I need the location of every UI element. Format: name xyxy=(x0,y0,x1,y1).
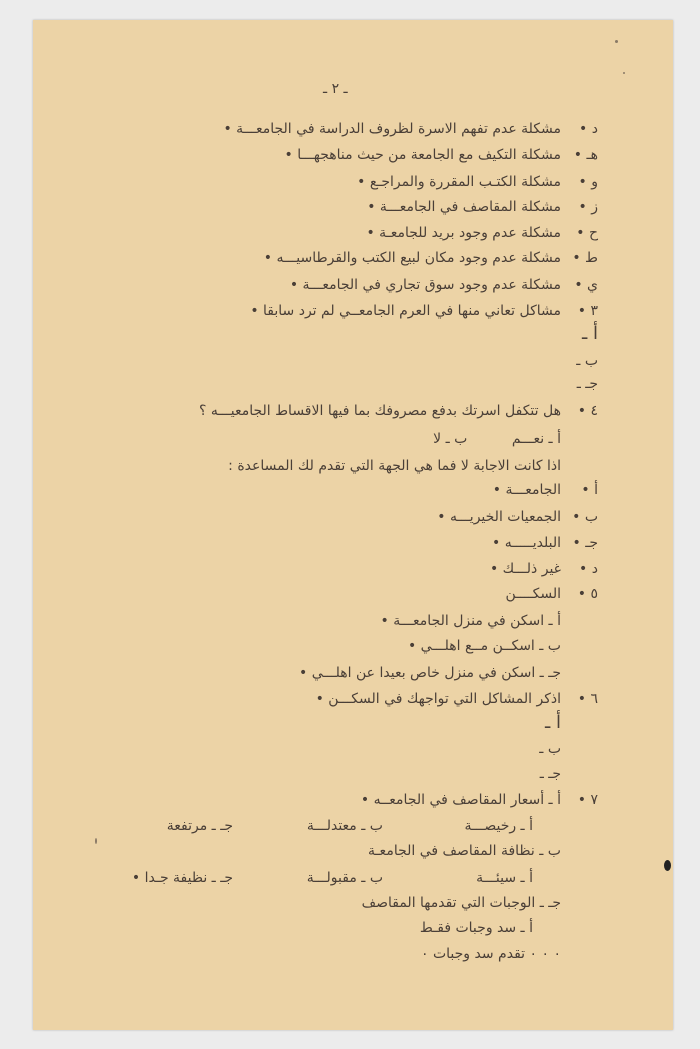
paper-speck xyxy=(615,40,618,43)
item-text: مشكلة المقاصف في الجامعـــة • xyxy=(367,199,561,215)
question-5-text: السكــــن xyxy=(505,586,561,602)
sub-item-text: غير ذلـــك • xyxy=(489,561,561,577)
answer-blank: أ ـ xyxy=(545,712,561,733)
item-marker: ي • xyxy=(574,277,598,293)
question-4-followup: اذا كانت الاجابة لا فما هي الجهة التي تقدم لك المساعدة : xyxy=(228,458,561,474)
question-4-text: هل تتكفل اسرتك بدفع مصروفك بما فيها الاقساط الجامعيـــه ؟ xyxy=(199,403,561,419)
question-6-marker: ٦ • xyxy=(577,691,598,707)
sub-item-text: الجمعيات الخيريـــه • xyxy=(437,509,561,525)
question-6-text: اذكر المشاكل التي تواجهك في السكـــن • xyxy=(315,691,561,707)
sub-item-marker: ب • xyxy=(572,509,598,525)
question-7-choice: ب ـ معتدلـــة xyxy=(306,818,383,834)
item-marker: ز • xyxy=(578,199,598,215)
item-marker: د • xyxy=(579,121,598,137)
document-page xyxy=(33,20,673,1030)
paper-speck xyxy=(95,838,97,844)
page-number: ـ ٢ ـ xyxy=(323,81,348,97)
question-7-line: ٠ ٠ ٠ تقدم سد وجبات ٠ xyxy=(421,946,561,962)
item-text: مشكلة التكيف مع الجامعة من حيث مناهجهـــا • xyxy=(284,147,561,163)
item-text: مشكلة الكتـب المقررة والمراجـع • xyxy=(357,174,561,190)
question-7-choice: جـ ـ مرتفعة xyxy=(166,818,233,834)
question-7-choice: جـ ـ نظيفة جـدا • xyxy=(131,870,233,886)
question-5-option: أ ـ اسكن في منزل الجامعـــة • xyxy=(380,613,561,629)
question-3-marker: ٣ • xyxy=(577,303,598,319)
sub-item-text: البلديـــــه • xyxy=(492,535,561,551)
question-7-line: جـ ـ الوجبات التي تقدمها المقاصف xyxy=(361,895,561,911)
binding-hole xyxy=(664,860,671,871)
question-5-option: ب ـ اسكــن مــع اهلـــي • xyxy=(407,638,561,654)
question-7-line: ب ـ نظافة المقاصف في الجامعـة xyxy=(367,843,561,859)
paper-speck xyxy=(623,72,625,74)
answer-blank: ب ـ xyxy=(576,353,598,369)
question-7-line: أ ـ سد وجبات فقـط xyxy=(419,920,533,936)
sub-item-marker: د • xyxy=(579,561,598,577)
item-marker: هـ • xyxy=(573,147,598,163)
answer-blank: جـ ـ xyxy=(576,376,598,392)
item-marker: و • xyxy=(578,174,598,190)
answer-blank: أ ـ xyxy=(582,323,598,344)
question-7-choice: ب ـ مقبولـــة xyxy=(306,870,383,886)
question-7-marker: ٧ • xyxy=(577,792,598,808)
sub-item-marker: جـ • xyxy=(572,535,598,551)
answer-blank: جـ ـ xyxy=(539,766,561,782)
question-7-choice: أ ـ سيئـــة xyxy=(476,870,533,886)
question-7-choice: أ ـ رخيصـــة xyxy=(464,818,533,834)
answer-blank: ب ـ xyxy=(539,741,561,757)
question-4-options: أ ـ نعـــم ب ـ لا xyxy=(433,431,561,447)
item-text: مشكلة عدم وجود مكان لبيع الكتب والقرطاسيـــه • xyxy=(263,250,561,266)
question-7-text: أ ـ أسعار المقاصف في الجامعــه • xyxy=(360,792,561,808)
item-text: مشكلة عدم تفهم الاسرة لظروف الدراسة في الجامعـــة • xyxy=(223,121,561,137)
item-text: مشكلة عدم وجود سوق تجاري في الجامعـــة • xyxy=(289,277,561,293)
item-marker: ح • xyxy=(576,225,598,241)
item-marker: ط • xyxy=(572,250,598,266)
question-3-text: مشاكل تعاني منها في العرم الجامعــي لم ترد سابقا • xyxy=(250,303,561,319)
sub-item-marker: أ • xyxy=(581,482,598,498)
item-text: مشكلة عدم وجود بريد للجامعـة • xyxy=(366,225,561,241)
sub-item-text: الجامعـــة • xyxy=(492,482,561,498)
question-5-option: جـ ـ اسكن في منزل خاص بعيدا عن اهلـــي • xyxy=(298,665,561,681)
question-4-marker: ٤ • xyxy=(577,403,598,419)
question-5-marker: ٥ • xyxy=(577,586,598,602)
